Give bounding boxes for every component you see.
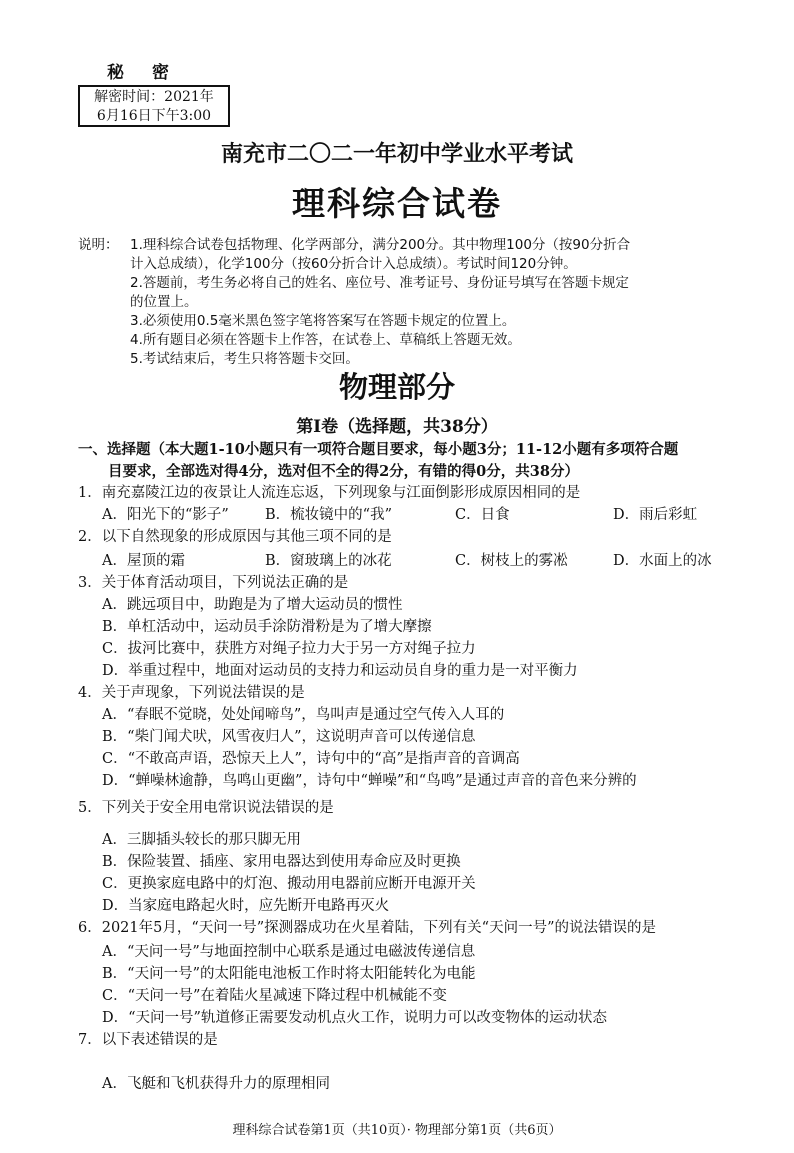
question-2-option-d: D．水面上的冰	[613, 553, 712, 569]
question-5-option-c: C．更换家庭电路中的灯泡、搬动用电器前应断开电源开关	[102, 876, 476, 892]
question-4-option-c: C．“不敢高声语，恐惊天上人”，诗句中的“高”是指声音的音调高	[102, 751, 520, 767]
question-stem-6: 6．2021年5月，“天问一号”探测器成功在火星着陆，下列有关“天问一号”的说法错误的是	[78, 920, 657, 936]
instruction-line: 计入总成绩），化学100分（按60分折合计入总成绩）。考试时间120分钟。	[130, 256, 577, 272]
instruction-line: 的位置上。	[130, 294, 198, 310]
declassification-box	[78, 85, 230, 127]
question-stem-3: 3．关于体育活动项目，下列说法正确的是	[78, 575, 349, 591]
question-type-heading	[78, 439, 678, 483]
question-3-option-c: C．拔河比赛中，获胜方对绳子拉力大于另一方对绳子拉力	[102, 641, 476, 657]
volume-title: 第Ⅰ卷（选择题，共38分）	[296, 417, 498, 437]
instruction-line: 2.答题前，考生务必将自己的姓名、座位号、准考证号、身份证号填写在答题卡规定	[130, 275, 629, 291]
instruction-line: 3.必须使用0.5毫米黑色签字笔将答案写在答题卡规定的位置上。	[130, 313, 516, 329]
question-stem-1: 1．南充嘉陵江边的夜景让人流连忘返，下列现象与江面倒影形成原因相同的是	[78, 485, 581, 501]
question-type-line-1: 一、选择题（本大题1-10小题只有一项符合题目要求，每小题3分；11-12小题有多项符合题	[78, 441, 679, 458]
instructions	[78, 236, 770, 369]
question-1-option-a: A．阳光下的“影子”	[102, 507, 229, 523]
exam-title: 南充市二〇二一年初中学业水平考试	[220, 141, 573, 167]
question-stem-2: 2．以下自然现象的形成原因与其他三项不同的是	[78, 529, 392, 545]
question-5-option-a: A．三脚插头较长的那只脚无用	[102, 832, 301, 848]
question-6-option-a: A．“天问一号”与地面控制中心联系是通过电磁波传递信息	[102, 944, 476, 960]
question-3-option-b: B．单杠活动中，运动员手涂防滑粉是为了增大摩擦	[102, 619, 432, 635]
question-4-option-a: A．“春眠不觉晓，处处闻啼鸟”，鸟叫声是通过空气传入人耳的	[102, 707, 505, 723]
instruction-line: 1.理科综合试卷包括物理、化学两部分，满分200分。其中物理100分（按90分折合	[130, 237, 631, 253]
question-4-option-d: D．“蝉噪林逾静，鸟鸣山更幽”，诗句中“蝉噪”和“鸟鸣”是通过声音的音色来分辨的	[102, 773, 637, 789]
question-5-option-b: B．保险装置、插座、家用电器达到使用寿命应及时更换	[102, 854, 461, 870]
secret-label: 秘密	[107, 63, 197, 83]
declass-line-2: 6月16日下午3:00	[96, 108, 212, 124]
question-3-option-d: D．举重过程中，地面对运动员的支持力和运动员自身的重力是一对平衡力	[102, 663, 578, 679]
question-1-option-c: C．日食	[455, 507, 510, 523]
question-5-option-d: D．当家庭电路起火时，应先断开电路再灭火	[102, 898, 390, 914]
section-title: 物理部分	[338, 370, 455, 404]
question-4-option-b: B．“柴门闻犬吠，风雪夜归人”，这说明声音可以传递信息	[102, 729, 476, 745]
question-7-option-a: A．飞艇和飞机获得升力的原理相同	[102, 1076, 330, 1092]
question-6-option-b: B．“天问一号”的太阳能电池板工作时将太阳能转化为电能	[102, 966, 476, 982]
paper-title: 理科综合试卷	[292, 184, 502, 223]
question-stem-5: 5．下列关于安全用电常识说法错误的是	[78, 800, 334, 816]
question-stem-4: 4．关于声现象，下列说法错误的是	[78, 685, 305, 701]
question-6-option-d: D．“天问一号”轨道修正需要发动机点火工作，说明力可以改变物体的运动状态	[102, 1010, 607, 1026]
instructions-label: 说明：	[78, 237, 119, 253]
question-stem-7: 7．以下表述错误的是	[78, 1032, 218, 1048]
question-2-option-a: A．屋顶的霜	[102, 553, 185, 569]
instruction-line: 4.所有题目必须在答题卡上作答，在试卷上、草稿纸上答题无效。	[130, 332, 521, 348]
question-6-option-c: C．“天问一号”在着陆火星减速下降过程中机械能不变	[102, 988, 447, 1004]
question-3-option-a: A．跳远项目中，助跑是为了增大运动员的惯性	[102, 597, 403, 613]
question-2-option-b: B．窗玻璃上的冰花	[265, 553, 392, 569]
declass-line-1: 解密时间：2021年	[94, 89, 214, 105]
instruction-line: 5.考试结束后，考生只将答题卡交回。	[130, 351, 359, 367]
question-1-option-d: D．雨后彩虹	[613, 507, 698, 523]
question-type-line-2: 目要求，全部选对得4分，选对但不全的得2分，有错的得0分，共38分）	[108, 463, 579, 480]
question-2-option-c: C．树枝上的雾凇	[455, 553, 568, 569]
question-1-option-b: B．梳妆镜中的“我”	[265, 507, 392, 523]
page-footer: 理科综合试卷第1页（共10页）· 物理部分第1页（共6页）	[232, 1123, 562, 1138]
